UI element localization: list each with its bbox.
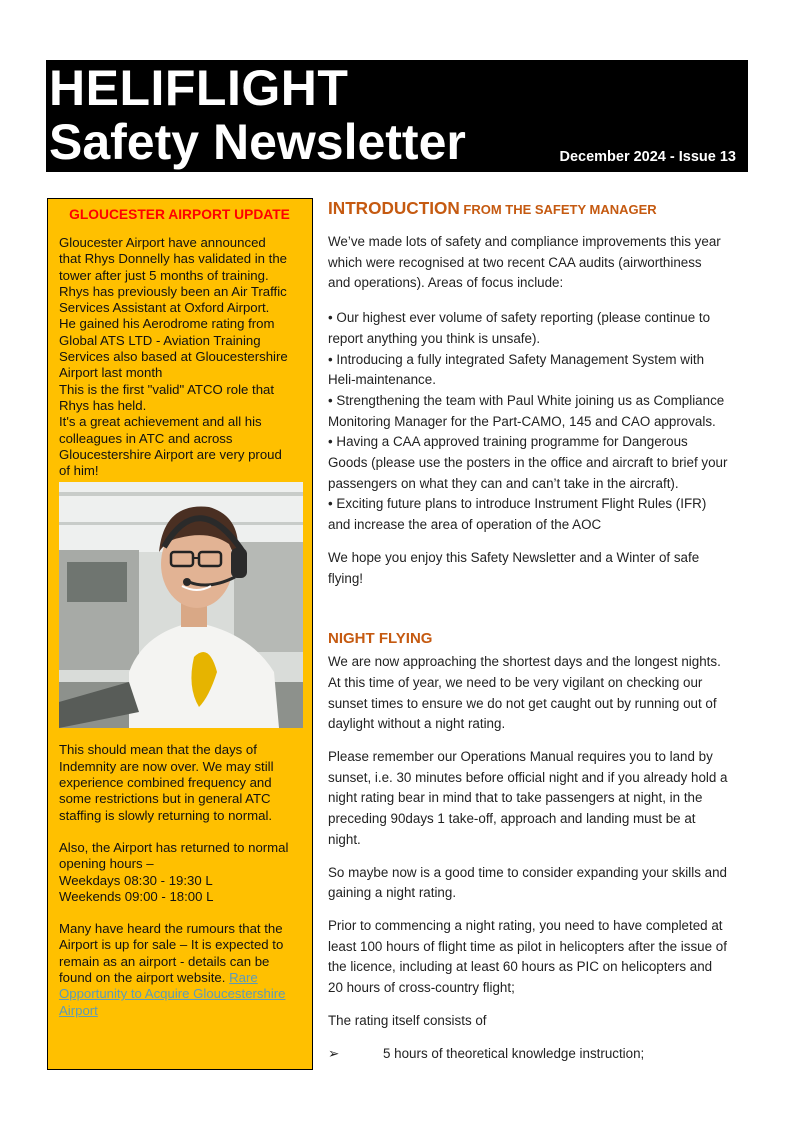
arrow-bullet-icon: ➢ <box>328 1045 340 1061</box>
sidebar-heading <box>59 206 300 223</box>
text-line: He gained his Aerodrome rating from <box>59 316 275 332</box>
text-line: • Introducing a fully integrated Safety Management System with <box>328 351 705 367</box>
text-line: • Our highest ever volume of safety reporting (please continue to <box>328 310 711 326</box>
text-line: Services Assistant at Oxford Airport. <box>59 300 270 316</box>
text-line: Airport last month <box>59 365 163 381</box>
text-line: This is the first "valid" ATCO role that <box>59 381 275 397</box>
text-line: and operations). Areas of focus include: <box>328 275 564 291</box>
text-line: • Strengthening the team with Paul White joining us as Compliance <box>328 392 725 408</box>
text-line: Global ATS LTD - Aviation Training <box>59 332 261 348</box>
text-line: sunset times to ensure we do not get caught out by running out of <box>328 695 717 711</box>
text-line: colleagues in ATC and across <box>59 430 233 446</box>
air-traffic-controller-photo <box>59 482 303 728</box>
link-text[interactable]: Rare <box>229 970 258 986</box>
spacer <box>59 824 300 840</box>
text-line: experience combined frequency and <box>59 775 272 791</box>
spacer <box>328 735 748 747</box>
text-line: gaining a night rating. <box>328 885 457 901</box>
text-line: Please remember our Operations Manual requires you to land by <box>328 749 713 765</box>
text-line: opening hours – <box>59 856 154 872</box>
list-item <box>328 350 748 391</box>
text-line: daylight without a night rating. <box>328 716 506 732</box>
text-line: sunset, i.e. 30 minutes before official night and if you already hold a <box>328 769 728 785</box>
sidebar-paragraph-4 <box>59 921 300 1019</box>
text-line: Gloucestershire Airport are very proud <box>59 446 282 462</box>
list-item <box>328 432 748 494</box>
text-line: night. <box>328 831 361 847</box>
text-line: Also, the Airport has returned to normal <box>59 839 289 855</box>
list-item <box>328 494 748 535</box>
text-line: remain as an airport - details can be <box>59 953 270 969</box>
text-line: tower after just 5 months of training. <box>59 267 269 283</box>
text-line: We’ve made lots of safety and compliance improvements this year <box>328 234 721 249</box>
text-line: Heli-maintenance. <box>328 372 436 388</box>
text-line: passengers on what they can and can’t take in the aircraft). <box>328 475 679 491</box>
text-line: report anything you think is unsafe). <box>328 330 541 346</box>
text-line: Goods (please use the posters in the office and aircraft to brief your <box>328 455 728 471</box>
gloucester-airport-sidebar <box>47 198 313 1070</box>
text-line: night rating bear in mind that to take passengers at night, in the <box>328 790 703 806</box>
night-paragraph-1 <box>328 652 748 735</box>
text-line: • Exciting future plans to introduce Instrument Flight Rules (IFR) <box>328 496 707 512</box>
night-paragraph-5 <box>328 1011 748 1032</box>
text-line: So maybe now is a good time to consider expanding your skills and <box>328 864 727 880</box>
text-line: flying! <box>328 570 363 586</box>
text-line: Weekdays 08:30 - 19:30 L <box>59 872 213 888</box>
sidebar-paragraph-3 <box>59 840 300 905</box>
text-line: which were recognised at two recent CAA audits (airworthiness <box>328 254 702 270</box>
sidebar-paragraph-1 <box>59 235 300 479</box>
text-line: Many have heard the rumours that the <box>59 921 283 937</box>
list-item <box>328 391 748 432</box>
sidebar-paragraph-2 <box>59 742 300 823</box>
intro-paragraph <box>328 232 748 294</box>
spacer <box>328 999 748 1011</box>
text-line: This should mean that the days of <box>59 742 257 758</box>
night-paragraph-4 <box>328 916 748 999</box>
intro-title <box>328 196 748 222</box>
rating-list-item <box>328 1044 748 1065</box>
text-line: We are now approaching the shortest days and the longest nights. <box>328 654 721 670</box>
text-line: • Having a CAA approved training programme for Dangerous <box>328 434 688 450</box>
list-item <box>328 308 748 349</box>
night-paragraph-3 <box>328 863 748 904</box>
text-line: found on the airport website. <box>59 970 230 986</box>
focus-bullet-list <box>328 308 748 536</box>
text-line: preceding 90days 1 take-off, approach and landing must be at <box>328 811 696 827</box>
spacer <box>59 905 300 921</box>
text-line: staffing is slowly returning to normal. <box>59 807 273 823</box>
intro-title-sub: FROM THE SAFETY MANAGER <box>459 202 657 217</box>
text-line: 20 hours of cross-country flight; <box>328 980 515 996</box>
masthead <box>46 60 748 172</box>
night-paragraph-2 <box>328 747 748 851</box>
spacer <box>328 294 748 308</box>
text-line: the licence, including at least 60 hours as PIC on helicopters and <box>328 959 713 975</box>
text-line: Services also based at Gloucestershire <box>59 349 288 365</box>
main-column <box>328 196 748 1064</box>
spacer <box>328 536 748 548</box>
text-line: Gloucester Airport have announced <box>59 235 266 250</box>
text-line: 5 hours of theoretical knowledge instruction; <box>383 1045 645 1061</box>
text-line: At this time of year, we need to be very vigilant on checking our <box>328 674 703 690</box>
text-line: Weekends 09:00 - 18:00 L <box>59 888 214 904</box>
spacer <box>328 904 748 916</box>
spacer <box>328 589 748 629</box>
text-line: The rating itself consists of <box>328 1012 487 1028</box>
masthead-title-line2: Safety Newsletter <box>49 114 466 170</box>
spacer <box>328 851 748 863</box>
issue-date: December 2024 - Issue 13 <box>559 149 736 165</box>
intro-title-main: INTRODUCTION <box>328 198 460 218</box>
text-line: some restrictions but in general ATC <box>59 791 271 807</box>
text-line: It's a great achievement and all his <box>59 414 262 430</box>
text-line: Monitoring Manager for the Part-CAMO, 145 and CAO approvals. <box>328 413 716 429</box>
text-line: of him! <box>59 463 99 479</box>
link-text[interactable]: Airport <box>59 1002 98 1018</box>
text-line: and increase the area of operation of the AOC <box>328 517 602 533</box>
sidebar-heading-text: GLOUCESTER AIRPORT UPDATE <box>69 207 290 222</box>
text-line: Indemnity are now over. We may still <box>59 758 274 774</box>
masthead-title-line1: HELIFLIGHT <box>49 60 349 116</box>
text-line: Airport is up for sale – It is expected to <box>59 937 284 953</box>
text-line: We hope you enjoy this Safety Newsletter and a Winter of safe <box>328 549 700 565</box>
text-line: Rhys has previously been an Air Traffic <box>59 283 287 299</box>
text-line: least 100 hours of flight time as pilot in helicopters after the issue of <box>328 938 727 954</box>
text-line: that Rhys Donnelly has validated in the <box>59 251 287 267</box>
spacer <box>328 1032 748 1044</box>
text-line: Rhys has held. <box>59 397 147 413</box>
night-flying-title-text: NIGHT FLYING <box>328 630 433 648</box>
link-text[interactable]: Opportunity to Acquire Gloucestershire <box>59 986 286 1002</box>
intro-closing <box>328 548 748 589</box>
night-flying-title <box>328 629 748 649</box>
text-line: Prior to commencing a night rating, you need to have completed at <box>328 917 723 933</box>
